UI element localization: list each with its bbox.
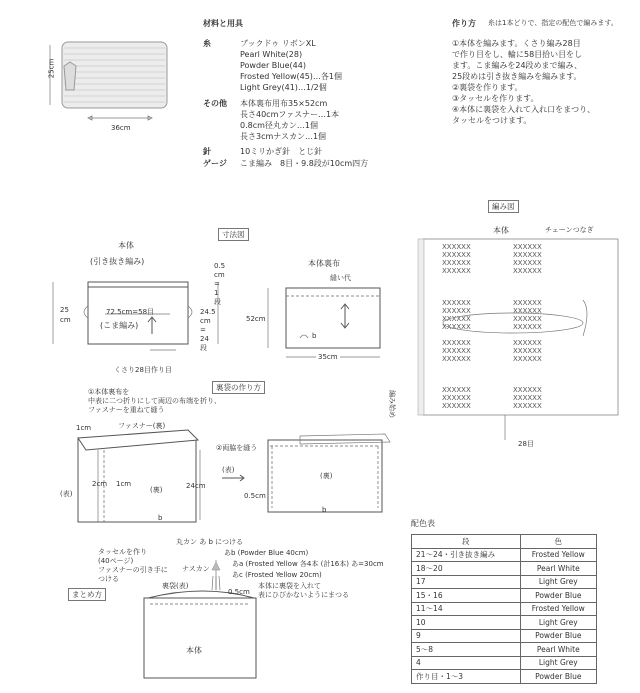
method-line: ②裏袋を作ります。	[452, 83, 523, 92]
total-height-unit: cm	[60, 316, 71, 324]
finish-body-label: 本体	[186, 646, 202, 655]
step2-text: ②両脇を縫う	[216, 444, 258, 452]
svg-text:XXXXXX: XXXXXX	[513, 355, 542, 363]
yarn-list	[240, 38, 342, 93]
sew-note	[258, 582, 349, 600]
svg-text:XXXXXX: XXXXXX	[442, 299, 471, 307]
row-range: 9	[412, 629, 521, 643]
lining-b-label: b	[312, 332, 317, 340]
row-range: 17	[412, 575, 521, 589]
finish-title: まとめ方	[68, 588, 106, 601]
tassel-note-line: (40ページ)	[98, 557, 134, 565]
yarn-line: ブックドゥ リボンXL	[240, 39, 316, 48]
svg-text:XXXXXX: XXXXXX	[442, 243, 471, 251]
pouch-sketch	[50, 42, 167, 120]
svg-text:XXXXXX: XXXXXX	[513, 402, 542, 410]
chart-title: 編み図	[488, 200, 519, 213]
other-list	[240, 98, 339, 142]
svg-text:XXXXXX: XXXXXX	[442, 259, 471, 267]
header-color: 色	[520, 535, 596, 549]
other-line: 本体裏布用布35×52cm	[240, 99, 328, 108]
method-line: ③タッセルを作ります。	[452, 94, 539, 103]
single-crochet-label: (こま編み)	[100, 321, 139, 330]
table-row	[412, 589, 597, 603]
body-label: 本体	[118, 241, 134, 250]
row-color: Frosted Yellow	[520, 548, 596, 562]
margin-1cm-b: 1cm	[116, 480, 132, 488]
top-row-dims	[214, 262, 225, 307]
svg-text:XXXXXX: XXXXXX	[513, 307, 542, 315]
step-arrow	[222, 475, 244, 481]
pouch-width-label: 36cm	[111, 124, 131, 132]
pouch-height-label: 25cm	[47, 58, 56, 79]
svg-text:XXXXXX: XXXXXX	[513, 299, 542, 307]
method-list	[452, 38, 595, 126]
svg-text:XXXXXX: XXXXXX	[442, 347, 471, 355]
other-line: 長さ40cmファスナー…1本	[240, 110, 340, 119]
top-row-rows: 1	[214, 289, 219, 297]
tassel-note-line: タッセルを作り	[98, 548, 147, 556]
yarn-line: Powder Blue(44)	[240, 61, 306, 70]
header-rows: 段	[412, 535, 521, 549]
other-label: その他	[203, 99, 227, 108]
tassel-ab: あb (Powder Blue 40cm)	[224, 549, 309, 557]
needle-label: 針	[203, 147, 211, 156]
row-range: 5～8	[412, 643, 521, 657]
row-color: Pearl White	[520, 562, 596, 576]
svg-text:XXXXXX: XXXXXX	[513, 347, 542, 355]
body-height-rows: 24	[200, 335, 209, 343]
step1-omote: (表)	[60, 490, 73, 498]
step1-text	[88, 388, 221, 415]
svg-text:XXXXXX: XXXXXX	[442, 267, 471, 275]
row-color: Light Grey	[520, 575, 596, 589]
nascan-label: ナスカン	[182, 565, 210, 573]
width-stitches-label: 72.5cm=58目	[106, 308, 155, 316]
foundation-chain-label: くさり28目作り目	[114, 366, 172, 374]
fold-label: 縫い代	[330, 274, 351, 282]
color-table-title: 配色表	[411, 519, 435, 528]
table-row	[412, 548, 597, 562]
svg-text:XXXXXX: XXXXXX	[442, 402, 471, 410]
gauge-line: こま編み 8目・9.8段が10cm四方	[240, 159, 369, 168]
table-row	[412, 629, 597, 643]
size-diagram-title: 寸法図	[218, 228, 249, 241]
row-color: Powder Blue	[520, 629, 596, 643]
svg-text:XXXXXX: XXXXXX	[442, 315, 471, 323]
top-row-value: 0.5	[214, 262, 226, 270]
top-row-unit: cm	[214, 271, 225, 279]
svg-text:XXXXXX: XXXXXX	[442, 307, 471, 315]
inner-bag-label: 裏袋(表)	[162, 582, 189, 590]
method-line: で作り目をし、輪に58目拾い目をし	[452, 50, 583, 59]
step2-b: b	[322, 506, 327, 514]
lining-steps-title: 裏袋の作り方	[212, 381, 265, 394]
table-row	[412, 616, 597, 630]
tassel-note-line: つける	[98, 575, 119, 583]
method-title: 作り方	[452, 19, 476, 28]
chart-body-label: 本体	[493, 226, 509, 235]
table-row	[412, 656, 597, 670]
svg-text:XXXXXX: XXXXXX	[513, 251, 542, 259]
zipper-label: ファスナー(裏)	[118, 422, 166, 430]
svg-text:XXXXXX: XXXXXX	[513, 386, 542, 394]
svg-text:XXXXXX: XXXXXX	[442, 323, 471, 331]
tassel-note	[98, 548, 168, 584]
row-color: Frosted Yellow	[520, 602, 596, 616]
lining-width-label: 35cm	[318, 353, 338, 361]
lining-size-diagram	[268, 288, 380, 357]
svg-text:XXXXXX: XXXXXX	[442, 386, 471, 394]
method-line: ①本体を編みます。くさり編み28目	[452, 39, 581, 48]
svg-text:XXXXXX: XXXXXX	[442, 355, 471, 363]
total-height-value: 25	[60, 306, 69, 314]
table-row	[412, 562, 597, 576]
row-range: 18～20	[412, 562, 521, 576]
row-range: 10	[412, 616, 521, 630]
lining-height-label: 52cm	[246, 315, 266, 323]
needle-line: 10ミリかぎ針 とじ針	[240, 147, 323, 156]
lining-title: 本体裏布	[308, 259, 340, 268]
row-color: Pearl White	[520, 643, 596, 657]
step2-ura: (裏)	[320, 472, 333, 480]
step2-omote: (表)	[222, 466, 235, 474]
crochet-chart	[418, 239, 618, 440]
body-height-eq: =	[200, 326, 206, 334]
svg-text:XXXXXX: XXXXXX	[513, 243, 542, 251]
step1-24cm: 24cm	[186, 482, 206, 490]
yarn-line: Pearl White(28)	[240, 50, 303, 59]
yarn-line: Frosted Yellow(45)…各1個	[240, 72, 343, 81]
body-height-unit: cm	[200, 317, 211, 325]
table-row	[412, 575, 597, 589]
svg-text:XXXXXX: XXXXXX	[442, 251, 471, 259]
gauge-label: ゲージ	[203, 159, 227, 168]
chain-count-label: 28目	[518, 440, 534, 448]
slip-stitch-label: (引き抜き編み)	[90, 257, 145, 266]
row-range: 作り目・1～3	[412, 670, 521, 684]
row-color: Powder Blue	[520, 670, 596, 684]
lining-step1-drawing	[78, 430, 200, 522]
materials-title: 材料と用具	[203, 19, 243, 28]
yarn-label: 糸	[203, 39, 211, 48]
row-range: 4	[412, 656, 521, 670]
svg-text:XXXXXX: XXXXXX	[513, 315, 542, 323]
table-row	[412, 670, 597, 684]
tassel-note-line: ファスナーの引き手に	[98, 566, 168, 574]
svg-text:XXXXXX: XXXXXX	[442, 339, 471, 347]
margin-2cm: 2cm	[92, 480, 108, 488]
other-line: 0.8cm径丸カン…1個	[240, 121, 319, 130]
row-range: 21～24・引き抜き編み	[412, 548, 521, 562]
method-line: ④本体に裏袋を入れて入れ口をまつり、	[452, 105, 596, 114]
row-color: Light Grey	[520, 616, 596, 630]
tassel-c: あc (Frosted Yellow 20cm)	[232, 571, 322, 579]
step1-ura: (裏)	[150, 486, 163, 494]
svg-text:XXXXXX: XXXXXX	[513, 394, 542, 402]
method-line: 25段めは引き抜き編みを編みます。	[452, 72, 582, 81]
method-line: タッセルをつけます。	[452, 116, 532, 125]
tassel-a: あa (Frosted Yellow 各4本 (計16本) あ=30cm	[232, 560, 384, 568]
sew-note-line: 本体に裏袋を入れて	[258, 582, 321, 590]
step1-line: ①本体裏布を	[88, 388, 130, 396]
margin-1cm: 1cm	[76, 424, 92, 432]
svg-text:XXXXXX: XXXXXX	[513, 339, 542, 347]
method-note: 糸は1本どりで、指定の配色で編みます。	[488, 19, 618, 27]
chain-join-label: チェーンつなぎ	[545, 226, 594, 234]
step1-b: b	[158, 514, 163, 522]
row-color: Light Grey	[520, 656, 596, 670]
color-table-header	[412, 535, 597, 549]
svg-text:XXXXXX: XXXXXX	[513, 259, 542, 267]
svg-text:XXXXXX: XXXXXX	[513, 267, 542, 275]
row-color: Powder Blue	[520, 589, 596, 603]
top-row-eq: =	[214, 280, 220, 288]
table-row	[412, 643, 597, 657]
body-height-value: 24.5	[200, 308, 216, 316]
color-table	[411, 534, 597, 684]
row-range: 15・16	[412, 589, 521, 603]
svg-text:XXXXXX: XXXXXX	[513, 323, 542, 331]
step2-05cm: 0.5cm	[244, 492, 266, 500]
other-line: 長さ3cmナスカン…1個	[240, 132, 327, 141]
body-height-rows-unit: 段	[200, 344, 207, 352]
step1-line: 中表に二つ折りにして両辺の布端を折り、	[88, 397, 221, 405]
top-row-rows-unit: 段	[214, 298, 221, 306]
finish-05cm: 0.5cm	[228, 588, 250, 596]
row-range: 11～14	[412, 602, 521, 616]
svg-text:XXXXXX: XXXXXX	[442, 394, 471, 402]
step1-line: ファスナーを重ねて縫う	[88, 406, 165, 414]
body-height-dims	[200, 308, 216, 353]
table-row	[412, 602, 597, 616]
ring-note: 丸カン あ b につける	[176, 538, 243, 546]
yarn-line: Light Grey(41)…1/2個	[240, 83, 327, 92]
sew-note-line: 表にひびかないようにまつる	[258, 591, 349, 599]
start-label: 編み始め	[388, 390, 396, 418]
method-line: ます。こま編みを24段めまで編み、	[452, 61, 583, 70]
